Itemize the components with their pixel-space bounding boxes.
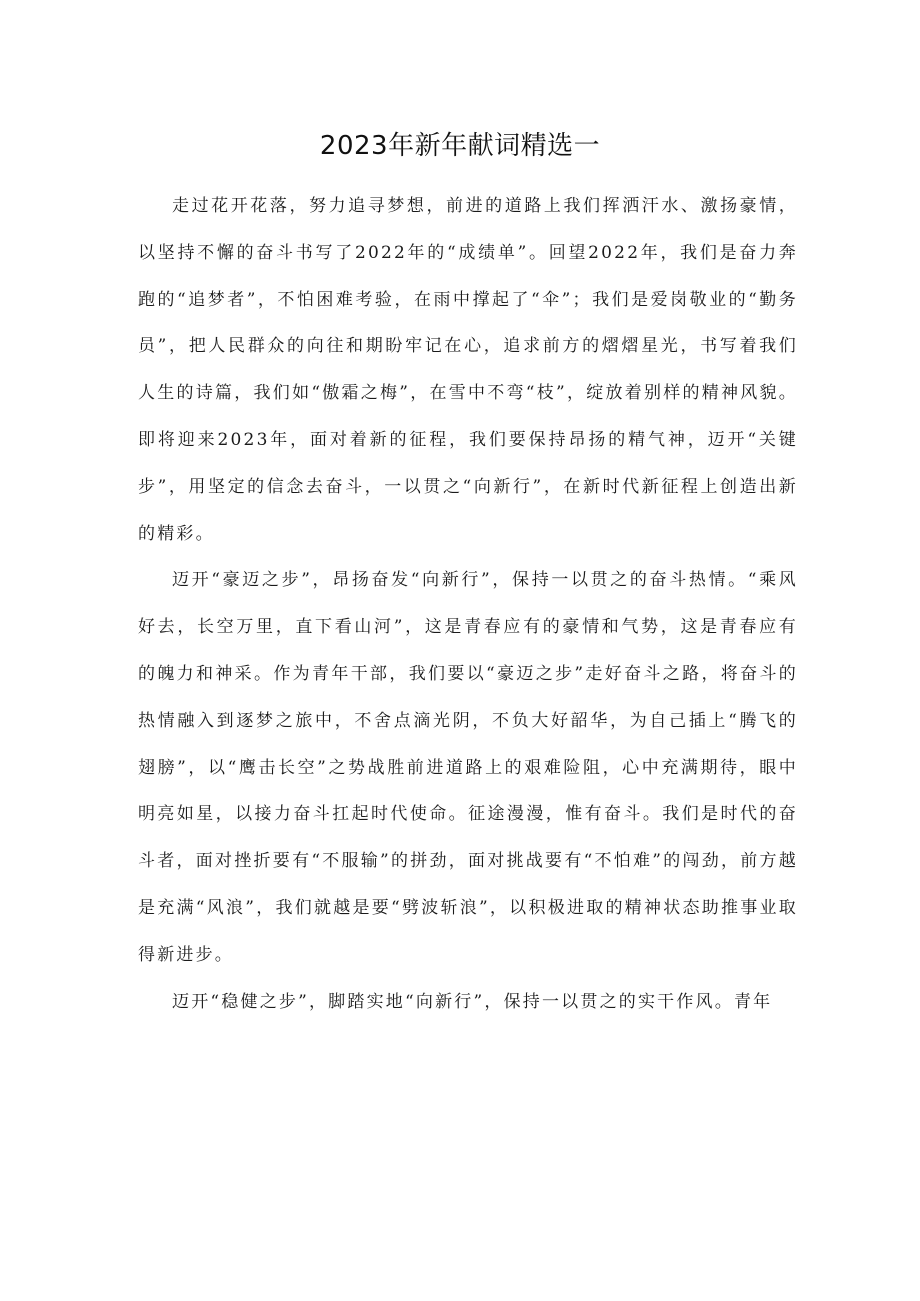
document-title: 2023年新年献词精选一: [319, 131, 601, 161]
paragraph-1: 走过花开花落，努力追寻梦想，前进的道路上我们挥洒汗水、激扬豪情，以坚持不懈的奋斗书写了2022年的“成绩单”。回望2022年，我们是奋力奔跑的“追梦者”，不怕困难考验，在雨中撑起了“伞”；我们是爱岗敬业的“勤务员”，把人民群众的向往和期盼牢记在心，追求前方的熠熠星光，书写着我们人生的诗篇，我们如“傲霜之梅”，在雪中不弯“枝”，绽放着别样的精神风貌。即将迎来2023年，面对着新的征程，我们要保持昂扬的精气神，迈开“关键步”，用坚定的信念去奋斗，一以贯之“向新行”，在新时代新征程上创造出新的精彩。: [138, 196, 798, 544]
document-body: [138, 183, 798, 1025]
paragraph-2: 迈开“豪迈之步”，昂扬奋发“向新行”，保持一以贯之的奋斗热情。“乘风好去，长空万里，直下看山河”，这是青春应有的豪情和气势，这是青春应有的魄力和神采。作为青年干部，我们要以“豪迈之步”走好奋斗之路，将奋斗的热情融入到逐梦之旅中，不舍点滴光阴，不负大好韶华，为自己插上“腾飞的翅膀”，以“鹰击长空”之势战胜前进道路上的艰难险阻，心中充满期待，眼中明亮如星，以接力奋斗扛起时代使命。征途漫漫，惟有奋斗。我们是时代的奋斗者，面对挫折要有“不服输”的拼劲，面对挑战要有“不怕难”的闯劲，前方越是充满“风浪”，我们就越是要“劈波斩浪”，以积极进取的精神状态助推事业取得新进步。: [138, 570, 798, 965]
paragraph-3: 迈开“稳健之步”，脚踏实地“向新行”，保持一以贯之的实干作风。青年: [172, 991, 773, 1012]
